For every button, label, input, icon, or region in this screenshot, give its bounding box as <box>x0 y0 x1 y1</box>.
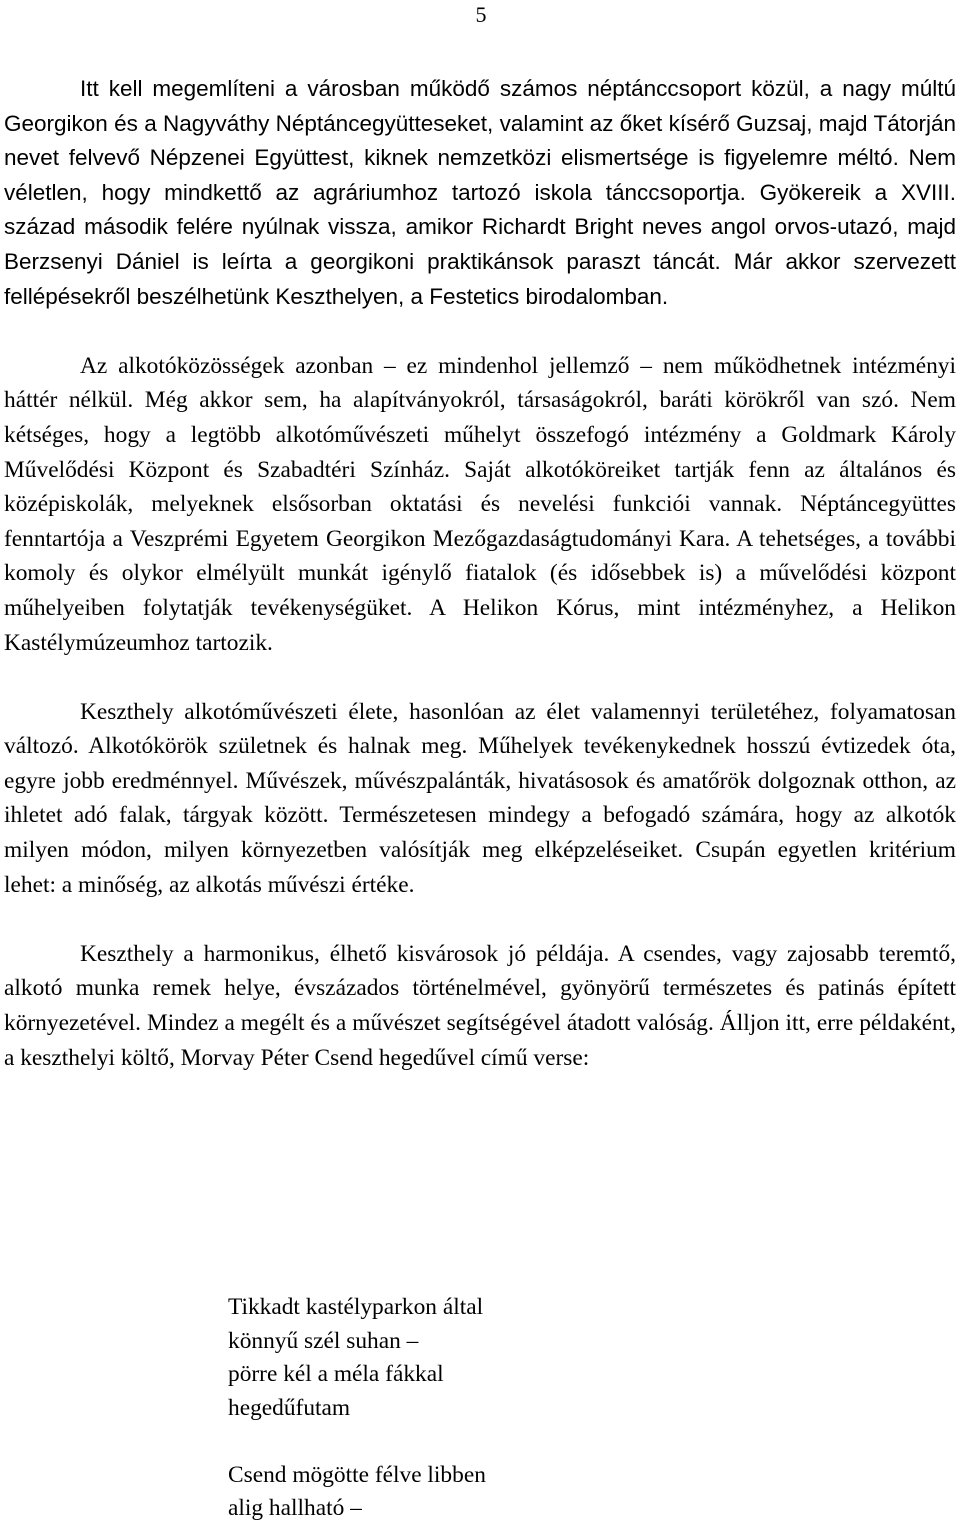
poem-line: alig hallható – <box>228 1495 362 1521</box>
body-text <box>4 72 956 1075</box>
poem-line: hegedűfutam <box>228 1394 351 1421</box>
poem-line: pörre kél a méla fákkal <box>228 1361 444 1387</box>
paragraph-institutions: Az alkotóközösségek azonban – ez mindenhol jellemző – nem működhetnek intézményi háttér nélkül. Még akkor sem, ha alapítványokról, társaságokról, baráti körökről van szó. Nem kétséges, hogy a legtöbb alkotóművészeti műhelyt összefogó intézmény a Goldmark Károly Művelődési Központ és Szabadtéri Színház. Saját alkotóköreiket tartják fenn az általános és középiskolák, melyeknek elsősorban oktatási és nevelési funkciói vannak. Néptáncegyüttes fenntartója a Veszprémi Egyetem Georgikon Mezőgazdaságtudományi Kara. A tehetséges, a további komoly és olykor elmélyült munkát igénylő fiatalok (és idősebbek is) a művelődési központ műhelyeiben folytatják tevékenységüket. A Helikon Kórus, mint intézményhez, a Helikon Kastélymúzeumhoz tartozik. <box>4 352 956 656</box>
poem-line: Csend mögötte félve libben <box>228 1461 486 1488</box>
poem <box>228 1291 486 1526</box>
poem-stanza <box>228 1291 486 1425</box>
poem-stanza <box>228 1459 486 1526</box>
paragraph-folk-dance-groups: Itt kell megemlíteni a városban működő számos néptánccsoport közül, a nagy múltú Georgikon és a Nagyváthy Néptáncegyütteseket, valamint az őket kísérő Guzsaj, majd Tátorján nevet felvevő Népzenei Együttest, kiknek nemzetközi elismertsége is figyelemre méltó. Nem véletlen, hogy mindkettő az agráriumhoz tartozó iskola tánccsoportja. Gyökereik a XVIII. század második felére nyúlnak vissza, amikor Richardt Bright neves angol orvos-utazó, majd Berzsenyi Dániel is leírta a georgikoni praktikánsok paraszt táncát. Már akkor szervezett fellépésekről beszélhetünk Keszthelyen, a Festetics birodalomban. <box>4 76 956 309</box>
page-number: 5 <box>475 2 487 27</box>
poem-line: könnyű szél suhan – <box>228 1327 419 1354</box>
paragraph-artistic-life: Keszthely alkotóművészeti élete, hasonlóan az élet valamennyi területéhez, folyamatosan változó. Alkotókörök születnek és halnak meg. Műhelyek tevékenykednek hosszú évtizedek óta, egyre jobb eredménnyel. Művészek, művészpalánták, hivatásosok és amatőrök dolgoznak otthon, az ihletet adó falak, tárgyak között. Természetesen mindegy a befogadó számára, hogy az alkotók milyen módon, milyen környezetben valósítják meg elképzeléseiket. Csupán egyetlen kritérium lehet: a minőség, az alkotás művészi értéke. <box>4 698 956 898</box>
paragraph-keszthely-example: Keszthely a harmonikus, élhető kisvárosok jó példája. A csendes, vagy zajosabb teremtő, alkotó munka remek helye, évszázados történelmével, gyönyörű természetes és patinás épített környezetével. Mindez a megélt és a művészet segítségével átadott valóság. Álljon itt, erre példaként, a keszthelyi költő, Morvay Péter Csend hegedűvel című verse: <box>4 940 956 1071</box>
poem-line: Tikkadt kastélyparkon által <box>228 1294 484 1320</box>
